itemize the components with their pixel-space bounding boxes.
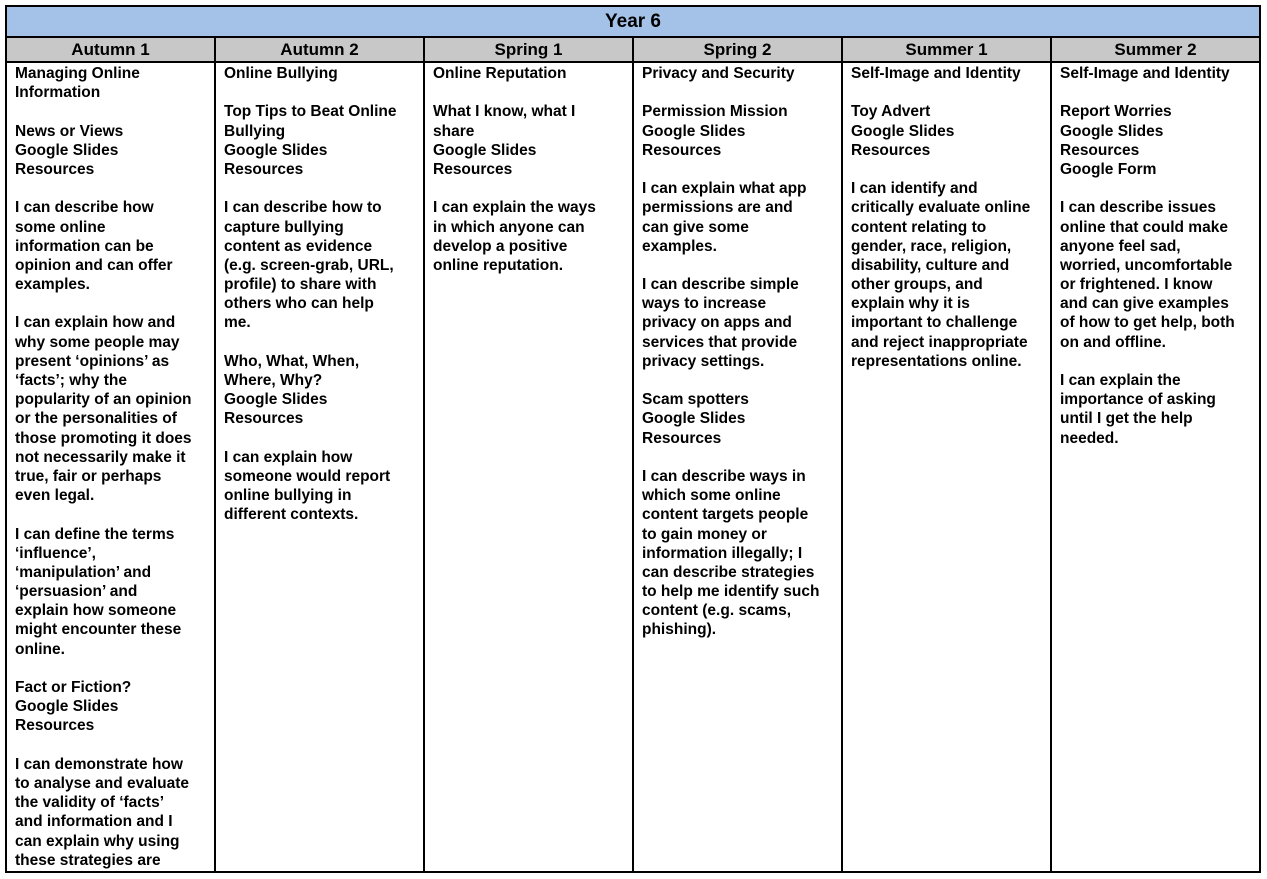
text-line: I can explain how [224,448,353,466]
text-line: opinion and can offer [15,256,173,274]
text-line: I can explain how and [15,314,176,332]
spacer-line [642,448,833,467]
text-line: others who can help [224,295,374,313]
text-line: ‘persuasion’ and [15,583,138,601]
text-line: Permission Mission [642,103,788,121]
text-line: Resources [642,141,722,159]
text-line: explain why it is [851,295,970,313]
text-line: Bullying [224,122,286,140]
text-line: online. [15,640,65,658]
text-line: Resources [642,429,722,447]
spacer-line [433,83,624,102]
text-line: content as evidence [224,237,373,255]
text-line: Google Slides [433,141,537,159]
text-line: I can identify and [851,180,978,198]
text-line: to help me identify such [642,583,820,601]
spacer-line [642,256,833,275]
spacer-line [642,83,833,102]
text-line: Report Worries [1060,103,1172,121]
text-line: of how to get help, both [1060,314,1235,332]
text-line: I can explain the ways [433,199,596,217]
text-line: Self-Image and Identity [851,65,1021,82]
text-line: different contexts. [224,506,359,524]
text-line: profile) to share with [224,276,377,294]
text-line: ‘influence’, [15,544,96,562]
text-line: Resources [433,160,513,178]
text-line: can describe strategies [642,563,815,581]
text-line: content relating to [851,218,987,236]
text-line: Google Slides [15,141,119,159]
text-line: anyone feel sad, [1060,237,1181,255]
text-line: and reject inappropriate [851,333,1028,351]
text-line: other groups, and [851,276,983,294]
column-heading-spring-2: Spring 2 [634,38,843,63]
text-line: to analyse and evaluate [15,774,190,792]
text-line: gender, race, religion, [851,237,1012,255]
text-line: I can describe simple [642,276,799,294]
text-line: Resources [1060,141,1140,159]
text-line: permissions are and [642,199,793,217]
text-line: popularity of an opinion [15,391,192,409]
text-line: share [433,122,475,140]
text-line: me. [224,314,251,332]
text-line: Resources [224,410,304,428]
text-line: Where, Why? [224,372,323,389]
text-line: some online [15,218,106,236]
text-line: and information and I [15,813,173,831]
column-heading-summer-2: Summer 2 [1052,38,1259,63]
text-line: I can demonstrate how [15,755,183,773]
spacer-line [1060,352,1251,371]
text-line: Google Slides [15,698,119,716]
text-line: importance of asking [1060,391,1216,409]
text-line: disability, culture and [851,256,1010,274]
text-line: ways to increase [642,295,767,313]
column-content-summer-1 [843,63,1052,871]
column-heading-autumn-1: Autumn 1 [7,38,216,63]
text-line: examples. [642,237,717,255]
text-line: true, fair or perhaps [15,467,162,485]
text-line: until I get the help [1060,410,1193,428]
column-heading-autumn-2: Autumn 2 [216,38,425,63]
text-line: Self-Image and Identity [1060,65,1230,82]
text-line: in which anyone can [433,218,585,236]
text-line: services that provide [642,333,798,351]
text-line: information can be [15,237,154,255]
text-line: Resources [851,141,931,159]
text-line: I can describe how to [224,199,382,217]
column-content-summer-2 [1052,63,1259,871]
text-line: Scam spotters [642,391,749,409]
text-line: News or Views [15,122,124,140]
text-line: present ‘opinions’ as [15,352,170,370]
text-line: to gain money or [642,525,767,543]
text-line: worried, uncomfortable [1060,256,1233,274]
text-line: ‘facts’; why the [15,372,127,389]
column-heading-spring-1: Spring 1 [425,38,634,63]
column-content-autumn-1 [7,63,216,871]
text-line: information illegally; I [642,544,803,562]
text-line: (e.g. screen-grab, URL, [224,256,394,274]
text-line: Google Slides [642,122,746,140]
text-line: explain how someone [15,602,177,620]
text-line: representations online. [851,352,1022,370]
spacer-line [1060,83,1251,102]
text-line: I can define the terms [15,525,175,543]
text-line: Online Bullying [224,65,338,82]
spacer-line [224,179,415,198]
text-line: someone would report [224,467,391,485]
spacer-line [15,179,206,198]
text-line: or frightened. I know [1060,276,1213,294]
text-line: those promoting it does [15,429,192,447]
text-line: even legal. [15,487,95,505]
year6-curriculum-table [5,5,1261,873]
text-line: online bullying in [224,487,352,505]
text-line: can explain why using [15,832,180,850]
text-line: I can describe ways in [642,467,806,485]
text-line: Google Slides [224,391,328,409]
text-line: Who, What, When, [224,352,360,370]
column-content-spring-2 [634,63,843,871]
column-content-autumn-2 [216,63,425,871]
text-line: Information [15,84,101,102]
text-line: critically evaluate online [851,199,1031,217]
text-line: privacy settings. [642,352,765,370]
spacer-line [433,179,624,198]
text-line: phishing). [642,621,717,639]
text-line: Online Reputation [433,65,567,82]
spacer-line [851,83,1042,102]
text-line: online reputation. [433,256,564,274]
text-line: content (e.g. scams, [642,602,792,620]
text-line: Google Slides [642,410,746,428]
text-line: Google Slides [1060,122,1164,140]
spacer-line [642,160,833,179]
spacer-line [15,102,206,121]
text-line: I can describe how [15,199,154,217]
text-line: Google Form [1060,160,1157,178]
text-line: needed. [1060,429,1119,447]
text-line: not necessarily make it [15,448,186,466]
spacer-line [15,659,206,678]
text-line: the validity of ‘facts’ [15,794,165,812]
text-line: I can explain what app [642,180,807,198]
spacer-line [15,294,206,313]
spacer-line [15,505,206,524]
text-line: Privacy and Security [642,65,795,82]
text-line: Top Tips to Beat Online [224,103,397,121]
text-line: I can describe issues [1060,199,1216,217]
text-line: which some online [642,487,781,505]
spacer-line [15,736,206,755]
text-line: content targets people [642,506,809,524]
spacer-line [224,429,415,448]
text-line: Resources [224,160,304,178]
text-line: important to challenge [851,314,1018,332]
text-line: online that could make [1060,218,1228,236]
text-line: can give some [642,218,749,236]
text-line: examples. [15,276,90,294]
text-line: Toy Advert [851,103,931,121]
text-line: ‘manipulation’ and [15,563,152,581]
spacer-line [224,333,415,352]
table-title: Year 6 [7,7,1259,38]
text-line: Resources [15,717,95,735]
spacer-line [642,371,833,390]
spacer-line [851,160,1042,179]
text-line: why some people may [15,333,180,351]
column-content-spring-1 [425,63,634,871]
text-line: might encounter these [15,621,182,639]
spacer-line [224,83,415,102]
text-line: on and offline. [1060,333,1166,351]
text-line: Google Slides [224,141,328,159]
spacer-line [1060,179,1251,198]
text-line: Google Slides [851,122,955,140]
text-line: these strategies are [15,851,161,869]
text-line: What I know, what I [433,103,576,121]
text-line: I can explain the [1060,372,1181,389]
text-line: and can give examples [1060,295,1229,313]
column-heading-summer-1: Summer 1 [843,38,1052,63]
text-line: privacy on apps and [642,314,792,332]
text-line: or the personalities of [15,410,177,428]
text-line: develop a positive [433,237,568,255]
text-line: Resources [15,160,95,178]
text-line: capture bullying [224,218,344,236]
text-line: Fact or Fiction? [15,679,132,696]
text-line: Managing Online [15,65,140,82]
